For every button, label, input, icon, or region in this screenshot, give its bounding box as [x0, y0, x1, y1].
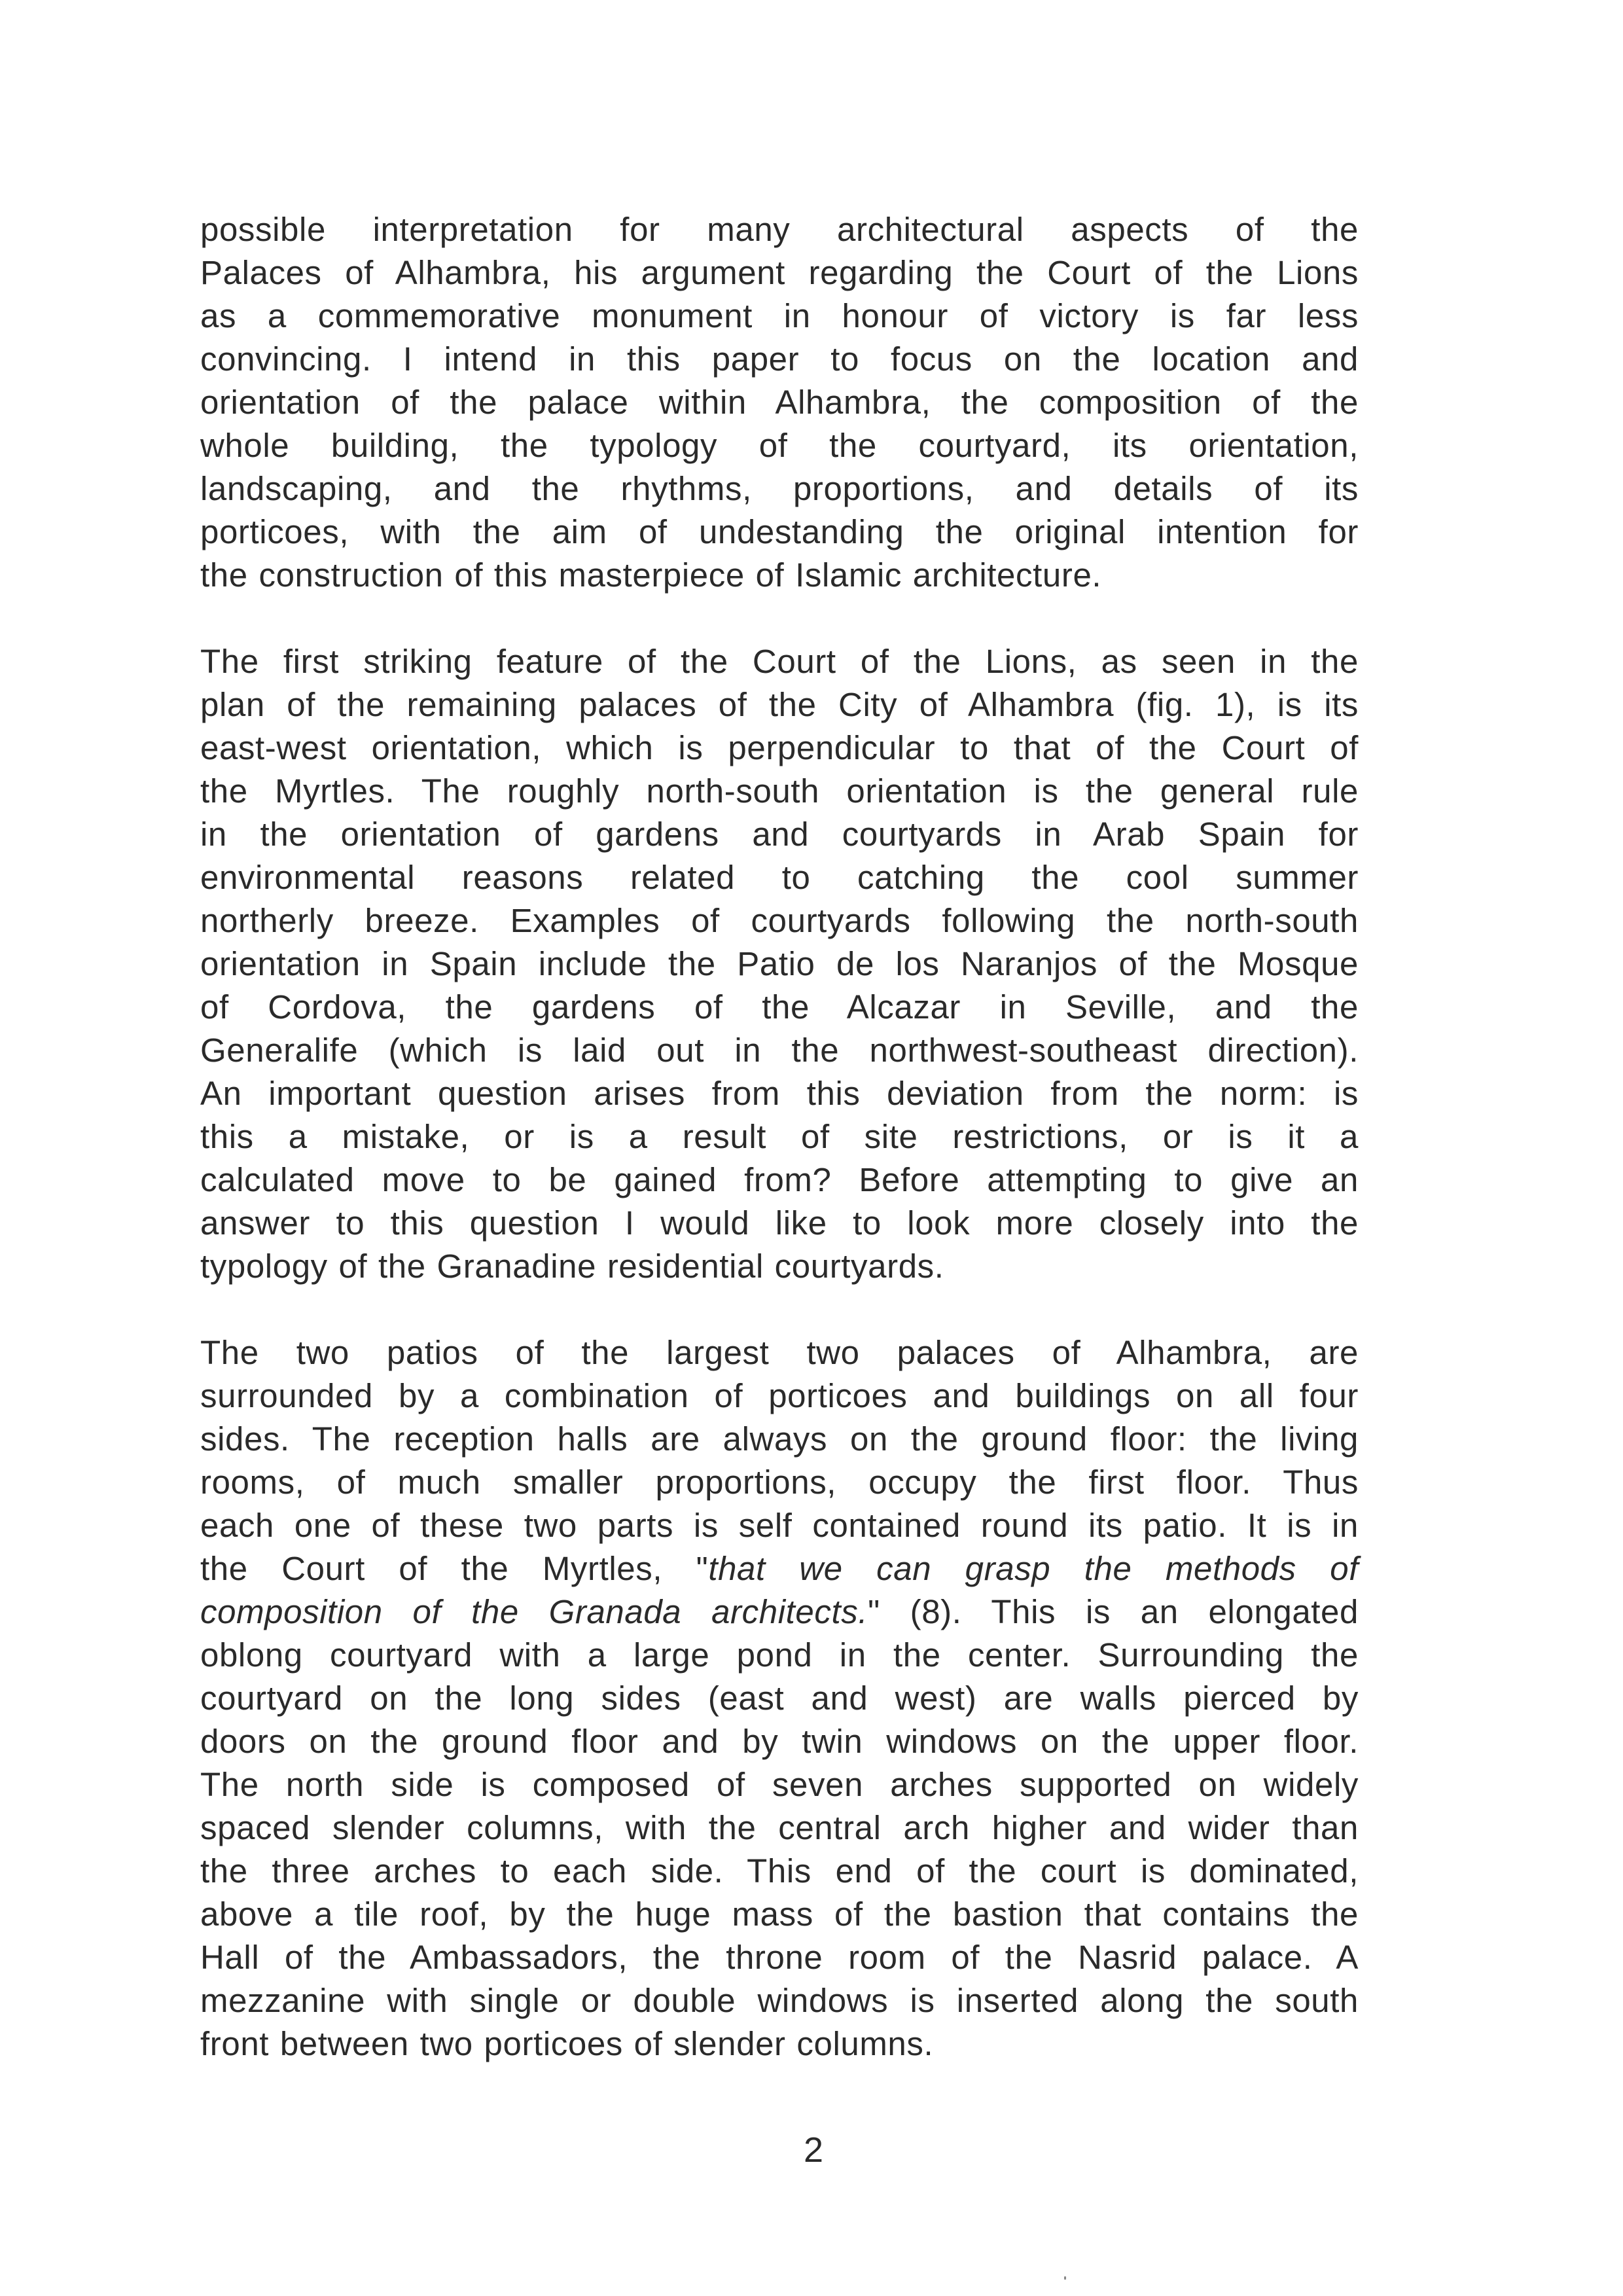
text-line: east-west orientation, which is perpendicular to that of the Court of — [200, 729, 1359, 766]
text-line: the construction of this masterpiece of Islamic architecture. — [200, 556, 1102, 594]
text-line: the three arches to each side. This end of the court is dominated, — [200, 1852, 1359, 1890]
text-line: The two patios of the largest two palaces of Alhambra, are — [200, 1334, 1359, 1371]
text-line: mezzanine with single or double windows is inserted along the south — [200, 1982, 1359, 2019]
text-line: surrounded by a combination of porticoes and buildings on all four — [200, 1377, 1359, 1414]
text-line: The north side is composed of seven arches supported on widely — [200, 1766, 1359, 1803]
text-line: typology of the Granadine residential courtyards. — [200, 1247, 944, 1285]
text-line: sides. The reception halls are always on the ground floor: the living — [200, 1420, 1359, 1458]
text-line: northerly breeze. Examples of courtyards following the north-south — [200, 902, 1359, 939]
quoted-text: that we can grasp the methods of — [708, 1550, 1359, 1587]
text-line: of Cordova, the gardens of the Alcazar in Seville, and the — [200, 988, 1359, 1026]
text-line: front between two porticoes of slender columns. — [200, 2025, 934, 2062]
paragraph-1 — [200, 208, 1359, 597]
text-line: in the orientation of gardens and courtyards in Arab Spain for — [200, 816, 1359, 853]
scan-speck — [1064, 2276, 1066, 2280]
quote-lead-in: the Court of the Myrtles, " — [200, 1550, 709, 1587]
text-line: oblong courtyard with a large pond in the center. Surrounding the — [200, 1636, 1359, 1674]
text-line-with-quote — [200, 1547, 1359, 1590]
text-line: orientation in Spain include the Patio de los Naranjos of the Mosque — [200, 945, 1359, 982]
body-text — [200, 208, 1359, 2109]
paragraph-3 — [200, 1331, 1359, 2066]
text-line: environmental reasons related to catching the cool summer — [200, 859, 1359, 896]
text-line: above a tile roof, by the huge mass of the bastion that contains the — [200, 1895, 1359, 1933]
text-line: possible interpretation for many architectural aspects of the — [200, 211, 1359, 248]
text-line: whole building, the typology of the courtyard, its orientation, — [200, 427, 1359, 464]
text-line: Generalife (which is laid out in the northwest-southeast direction). — [200, 1031, 1359, 1069]
text-line: answer to this question I would like to look more closely into the — [200, 1204, 1359, 1242]
text-line: landscaping, and the rhythms, proportions, and details of its — [200, 470, 1359, 507]
text-line: courtyard on the long sides (east and west) are walls pierced by — [200, 1679, 1359, 1717]
text-line: doors on the ground floor and by twin windows on the upper floor. — [200, 1723, 1359, 1760]
text-line: plan of the remaining palaces of the City of Alhambra (fig. 1), is its — [200, 686, 1359, 723]
quote-citation: " (8). This is an elongated — [868, 1593, 1359, 1630]
text-line: rooms, of much smaller proportions, occupy the first floor. Thus — [200, 1463, 1359, 1501]
text-line: each one of these two parts is self contained round its patio. It is in — [200, 1507, 1359, 1544]
text-line: as a commemorative monument in honour of victory is far less — [200, 297, 1359, 334]
quoted-text: composition of the Granada architects. — [200, 1593, 868, 1630]
text-line: spaced slender columns, with the central arch higher and wider than — [200, 1809, 1359, 1846]
text-line: the Myrtles. The roughly north-south orientation is the general rule — [200, 772, 1359, 810]
text-line: The first striking feature of the Court of the Lions, as seen in the — [200, 643, 1359, 680]
text-line: this a mistake, or is a result of site restrictions, or is it a — [200, 1118, 1359, 1155]
text-line: calculated move to be gained from? Before attempting to give an — [200, 1161, 1359, 1198]
text-line-with-quote — [200, 1590, 1359, 1634]
paragraph-2 — [200, 640, 1359, 1288]
text-line: orientation of the palace within Alhambra, the composition of the — [200, 384, 1359, 421]
text-line: An important question arises from this deviation from the norm: is — [200, 1075, 1359, 1112]
text-line: Palaces of Alhambra, his argument regarding the Court of the Lions — [200, 254, 1359, 291]
text-line: convincing. I intend in this paper to focus on the location and — [200, 340, 1359, 378]
text-line: porticoes, with the aim of undestanding the original intention for — [200, 513, 1359, 550]
page-number: 2 — [803, 2130, 824, 2170]
text-line: Hall of the Ambassadors, the throne room of the Nasrid palace. A — [200, 1939, 1359, 1976]
